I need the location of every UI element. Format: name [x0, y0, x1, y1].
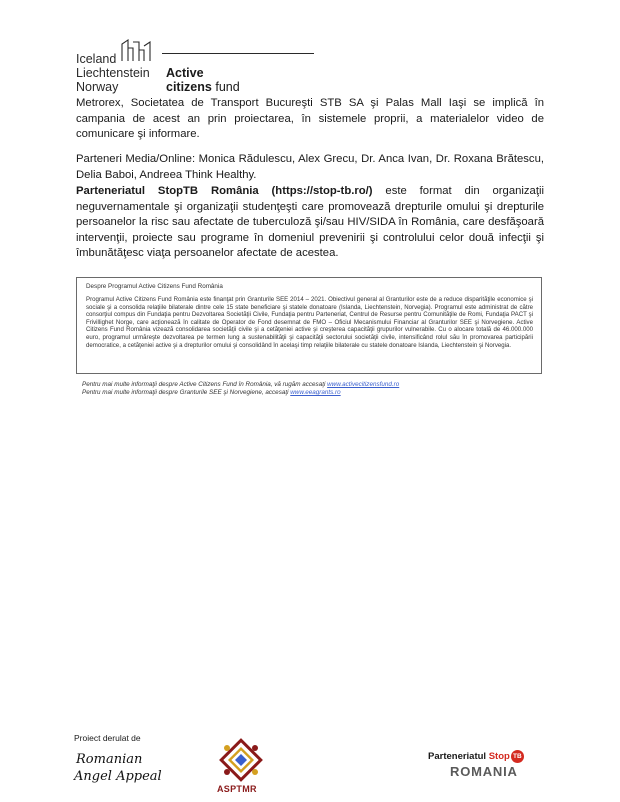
note-eea-grants: [82, 389, 341, 397]
link-activecitizensfund[interactable]: www.activecitizensfund.ro: [327, 381, 400, 388]
ra-line-1: Romanian: [76, 752, 143, 767]
stoptb-logo-top: [428, 750, 524, 763]
paragraph-media-partners: Parteneri Media/Online: Monica Rădulescu, Alex Grecu, Dr. Anca Ivan, Dr. Roxana Brătescu, Delia Baboi, Andreea Think Healthy.: [76, 153, 544, 181]
stoptb-logo-text: Parteneriatul: [428, 751, 489, 763]
asptmr-label: ASPTMR: [217, 784, 257, 794]
active-citizens-fund-logo: [76, 38, 256, 98]
stoptb-romania-logo: [428, 750, 558, 790]
note-2-text: Pentru mai multe informaţii despre Granturile SEE şi Norvegiene, accesaţi: [82, 389, 291, 396]
stoptb-description: este format din organizaţii neguvernamentale şi organizaţii studenţeşti care promovează drepturile omului şi drepturile persoanelor la risc sau afectate de tuberculoză şi/sau HIV/SIDA în România, care desfăşoară intervenţii, proiecte sau programe în domeniul prevenirii şi controlului celor două infecţii şi îmbunătăţesc viaţa persoanelor afectate de acestea.: [76, 185, 544, 260]
romanian-angel-appeal-logo: [72, 748, 162, 784]
brand-citizens: citizens: [166, 80, 212, 94]
info-box-title: Despre Programul Active Citizens Fund România: [86, 283, 223, 290]
paragraph-partners-transport: Metrorex, Societatea de Transport Bucureşti STB SA şi Palas Mall Iaşi se implică în campania de acest an prin proiectarea, în sistemele proprii, a materialelor video de comunicare şi informare.: [76, 97, 544, 141]
tb-circle-icon: TB: [511, 750, 524, 763]
paragraph-stoptb: [76, 184, 544, 262]
stoptb-logo-romania: ROMANIA: [450, 764, 518, 779]
ra-line-2: Angel Appeal: [74, 769, 162, 784]
logo-rule: [162, 53, 314, 54]
program-info-box: [76, 277, 542, 374]
note-active-citizens: [82, 381, 399, 389]
country-iceland: Iceland: [76, 52, 117, 66]
logo-countries: [76, 52, 150, 94]
stoptb-heading: Parteneriatul StopTB România (https://stop-tb.ro/): [76, 185, 373, 197]
country-liechtenstein: Liechtenstein: [76, 66, 150, 80]
brand-active: Active: [166, 66, 204, 80]
project-run-by: Proiect derulat de: [74, 733, 141, 743]
country-norway: Norway: [76, 80, 119, 94]
stoptb-logo-stop: Stop: [488, 751, 510, 763]
logo-brand: [166, 66, 240, 94]
brand-fund: fund: [215, 80, 240, 94]
brand-citizens-fund: [166, 80, 240, 94]
info-box-text: Programul Active Citizens Fund România este finanţat prin Granturile SEE 2014 – 2021. Obiectivul general al Granturilor este de a reduce disparităţile economice şi sociale şi a consolida relaţiile bilaterale dintre cele 15 state beneficiare şi statele donatoare (Islanda, Liechtenstein, Norvegia). Programul este administrat de către consorţiul compus din Fundaţia pentru Dezvoltarea Societăţii Civile, Fundaţia pentru Parteneriat, Centrul de Resurse pentru Comunităţile de Romi, Fundaţia PACT şi Frivillighet Norge, care acţionează în calitate de Operator de Fond desemnat de FMO – Oficiul Mecanismului Financiar al Granturilor SEE şi Norvegiene. Active Citizens Fund România vizează consolidarea societăţii civile şi a cetăţeniei active şi creşterea capacităţii grupurilor vulnerabile. Cu o alocare totală de 46.000.000 euro, programul urmăreşte dezvoltarea pe termen lung a sustenabilităţii şi capacităţii sectorului societăţii civile, intensificând rolul său în promovarea participării democratice, a cetăţeniei active şi a drepturilor omului şi consolidând în acelaşi timp relaţiile bilaterale cu statele donatoare Islanda, Liechtenstein şi Norvegia.: [86, 296, 533, 349]
link-eeagrants[interactable]: www.eeagrants.ro: [290, 389, 341, 396]
note-1-text: Pentru mai multe informaţii despre Active Citizens Fund în România, vă rugăm accesaţi: [82, 381, 328, 388]
